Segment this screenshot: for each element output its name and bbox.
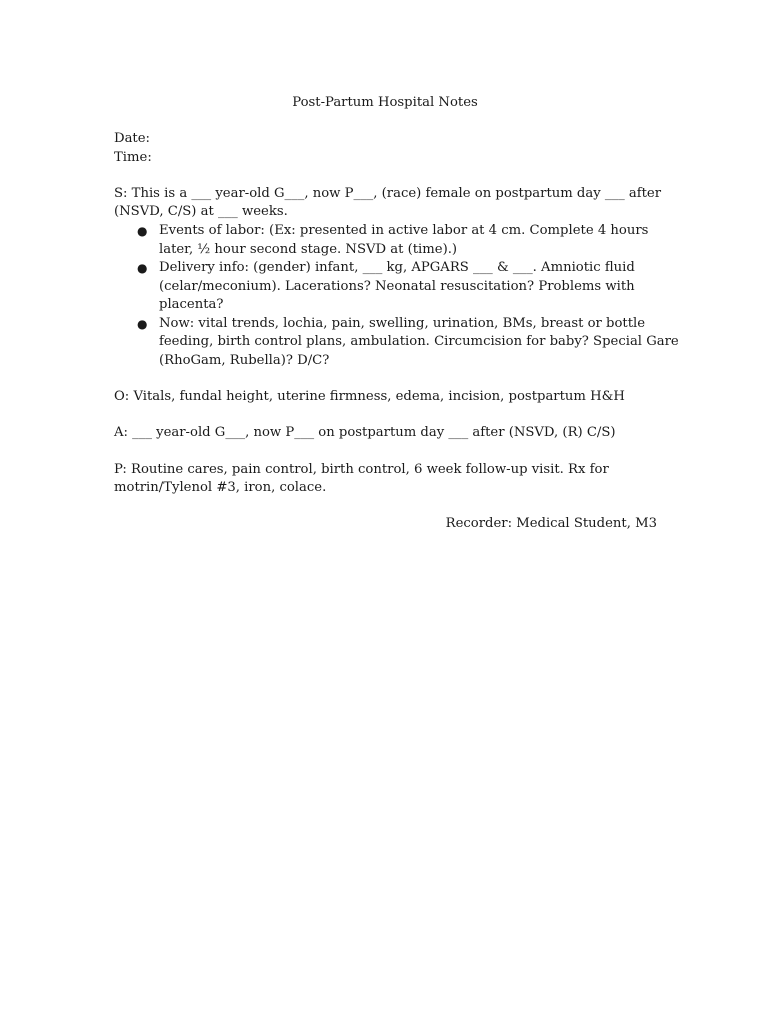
bullet-icon: ● <box>137 261 148 275</box>
bullet-line: (celar/meconium). Lacerations? Neonatal resuscitation? Problems with <box>159 278 635 294</box>
bullet-line: Now: vital trends, lochia, pain, swelling, urination, BMs, breast or bottle <box>159 315 646 331</box>
plan-line-1: P: Routine cares, pain control, birth control, 6 week follow-up visit. Rx for <box>114 462 609 477</box>
subjective-line-1: S: This is a ___ year-old G___, now P___, (race) female on postpartum day ___ after <box>114 186 662 201</box>
bullet-line: Events of labor: (Ex: presented in active labor at 4 cm. Complete 4 hours <box>159 223 649 238</box>
list-item <box>114 259 674 315</box>
time-label: Time: <box>114 150 152 165</box>
list-item <box>114 222 674 259</box>
objective-line: O: Vitals, fundal height, uterine firmness, edema, incision, postpartum H&H <box>114 389 625 404</box>
plan-line-2: motrin/Tylenol #3, iron, colace. <box>114 480 327 495</box>
subjective-bullet-list <box>114 222 679 370</box>
subjective-line-2: (NSVD, C/S) at ___ weeks. <box>114 204 288 219</box>
assessment-line: A: ___ year-old G___, now P___ on postpartum day ___ after (NSVD, (R) C/S) <box>114 425 616 440</box>
bullet-icon: ● <box>137 224 148 238</box>
document-title: Post-Partum Hospital Notes <box>292 95 478 110</box>
bullet-line: placenta? <box>159 297 224 312</box>
bullet-line: (RhoGam, Rubella)? D/C? <box>159 352 330 368</box>
bullet-line: later, ½ hour second stage. NSVD at (time).) <box>159 241 458 257</box>
bullet-line: Delivery info: (gender) infant, ___ kg, APGARS ___ & ___. Amniotic fluid <box>159 260 635 275</box>
bullet-line: feeding, birth control plans, ambulation. Circumcision for baby? Special Gare <box>159 334 679 349</box>
list-item <box>114 315 679 371</box>
recorder-signature: Recorder: Medical Student, M3 <box>445 516 657 531</box>
bullet-icon: ● <box>137 316 148 331</box>
date-label: Date: <box>114 131 150 146</box>
